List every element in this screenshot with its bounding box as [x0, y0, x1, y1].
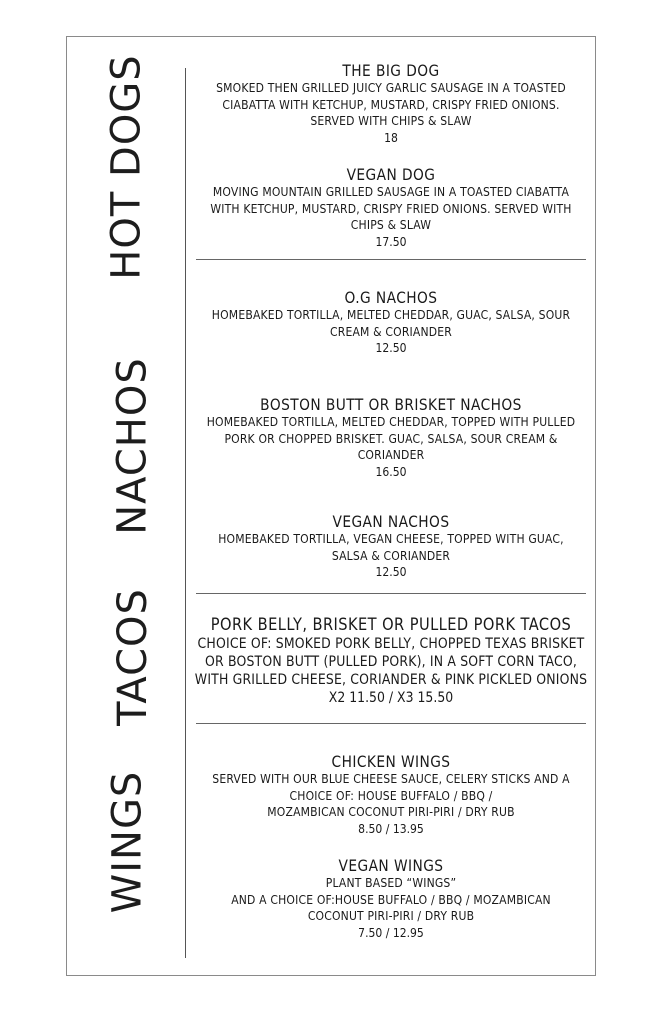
item-description [189, 531, 593, 564]
menu-item-vegan-nachos [196, 512, 586, 581]
item-description-line: SERVED WITH CHIPS & SLAW [310, 113, 472, 128]
category-divider [185, 68, 186, 958]
item-title: O.G NACHOS [344, 288, 438, 307]
item-title: VEGAN WINGS [338, 856, 444, 875]
item-description-line: CORIANDER [357, 447, 425, 462]
item-title: PORK BELLY, BRISKET OR PULLED PORK TACOS [210, 615, 572, 635]
menu-item-big-dog [196, 61, 586, 146]
section-separator [196, 593, 586, 594]
item-description [189, 80, 593, 130]
item-description-line: CHIPS & SLAW [350, 217, 432, 232]
section-separator [196, 723, 586, 724]
item-title: VEGAN NACHOS [332, 512, 450, 531]
category-hot-dogs-label: HOT DOGS [104, 54, 151, 280]
item-price: 7.50 / 12.95 [358, 924, 424, 940]
item-description-line: CIABATTA WITH KETCHUP, MUSTARD, CRISPY FRIED ONIONS. [222, 96, 560, 112]
menu-item-vegan-dog [196, 165, 586, 250]
item-description [189, 635, 593, 689]
item-description-line: SMOKED THEN GRILLED JUICY GARLIC SAUSAGE IN A TOASTED [216, 80, 566, 95]
item-price: 16.50 [375, 463, 407, 479]
item-title: VEGAN DOG [346, 165, 436, 184]
item-description-line: CREAM & CORIANDER [330, 323, 452, 339]
item-description-line: HOMEBAKED TORTILLA, MELTED CHEDDAR, TOPPED WITH PULLED [206, 414, 576, 429]
category-wings-label: WINGS [104, 770, 150, 914]
item-description-line: COCONUT PIRI-PIRI / DRY RUB [307, 908, 475, 923]
item-description-line: OR BOSTON BUTT (PULLED PORK), IN A SOFT CORN TACO, [205, 654, 577, 670]
item-price: 17.50 [375, 233, 407, 249]
menu-item-chicken-wings [196, 752, 586, 837]
category-tacos-label: TACOS [110, 588, 157, 726]
menu-item-vegan-wings [196, 856, 586, 941]
item-title: BOSTON BUTT OR BRISKET NACHOS [260, 395, 522, 414]
item-description-line: MOVING MOUNTAIN GRILLED SAUSAGE IN A TOASTED CIABATTA [212, 184, 570, 199]
menu-item-og-nachos [196, 288, 586, 357]
item-description-line: CHOICE OF: SMOKED PORK BELLY, CHOPPED TEXAS BRISKET [197, 636, 585, 652]
item-description-line: WITH KETCHUP, MUSTARD, CRISPY FRIED ONIONS. SERVED WITH [210, 200, 572, 216]
item-price: 18 [384, 129, 398, 145]
item-price: 8.50 / 13.95 [358, 820, 424, 836]
item-description [189, 307, 593, 340]
section-separator [196, 259, 586, 260]
item-price: 12.50 [375, 564, 407, 579]
menu-item-boston-butt-nachos [196, 395, 586, 480]
item-title: THE BIG DOG [342, 61, 440, 80]
item-description-line: CHOICE OF: HOUSE BUFFALO / BBQ / [289, 787, 493, 803]
item-title: CHICKEN WINGS [331, 752, 451, 771]
item-description [189, 184, 593, 234]
item-description-line: HOMEBAKED TORTILLA, MELTED CHEDDAR, GUAC, SALSA, SOUR [211, 307, 571, 322]
item-description [189, 875, 593, 925]
item-description-line: HOMEBAKED TORTILLA, VEGAN CHEESE, TOPPED WITH GUAC, [218, 531, 564, 546]
item-description-line: SERVED WITH OUR BLUE CHEESE SAUCE, CELERY STICKS AND A [212, 771, 570, 786]
item-description-line: MOZAMBICAN COCONUT PIRI-PIRI / DRY RUB [267, 804, 515, 819]
item-price: X2 11.50 / X3 15.50 [328, 690, 454, 706]
item-price: 12.50 [375, 340, 407, 355]
item-description-line: AND A CHOICE OF:HOUSE BUFFALO / BBQ / MOZAMBICAN [231, 891, 551, 907]
item-description-line: WITH GRILLED CHEESE, CORIANDER & PINK PICKLED ONIONS [194, 672, 588, 688]
item-description-line: SALSA & CORIANDER [331, 547, 451, 563]
item-description [189, 771, 593, 821]
item-description-line: PLANT BASED “WINGS” [325, 875, 457, 890]
item-description-line: PORK OR CHOPPED BRISKET. GUAC, SALSA, SOUR CREAM & [224, 430, 558, 446]
menu-item-tacos [196, 615, 586, 707]
category-nachos-label: NACHOS [110, 357, 156, 535]
item-description [189, 414, 593, 464]
